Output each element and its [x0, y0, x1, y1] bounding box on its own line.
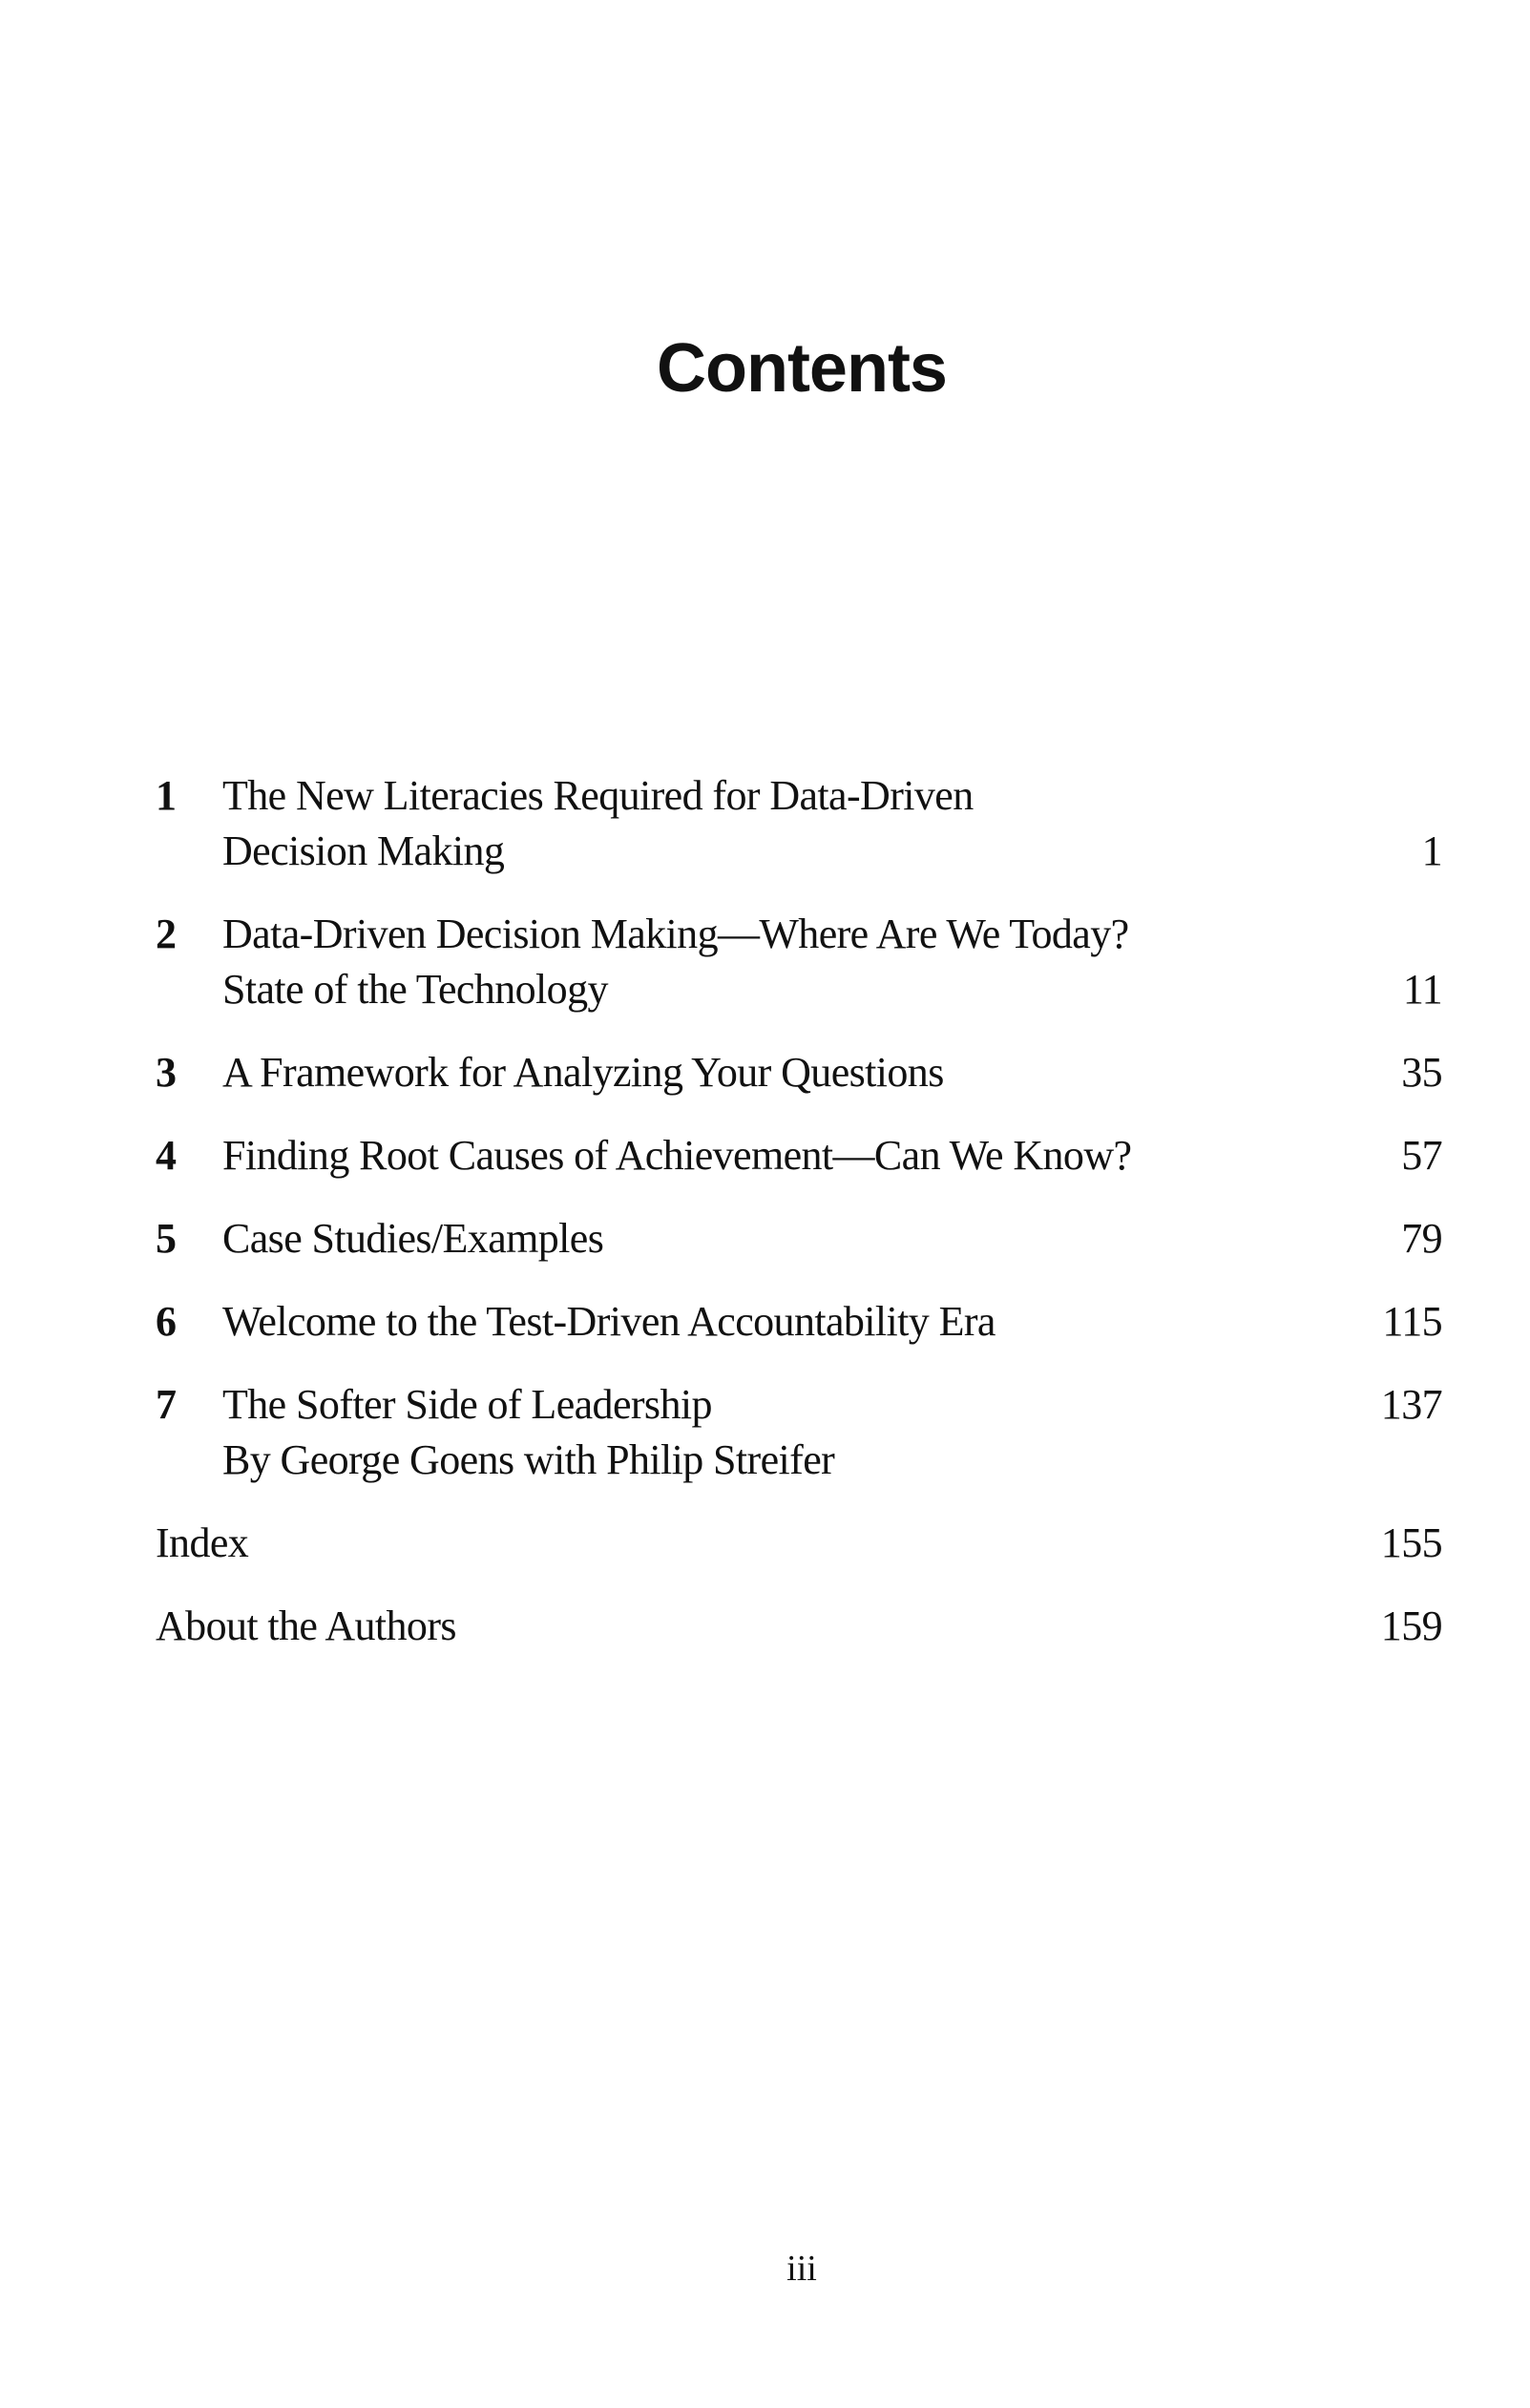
toc-entry-chapter-5[interactable]	[156, 1211, 1442, 1267]
page-title: Contents	[657, 330, 947, 407]
chapter-title	[222, 1294, 1309, 1350]
chapter-subtitle-line: State of the Technology	[222, 966, 608, 1013]
page-number: 115	[1382, 1298, 1442, 1345]
chapter-title	[222, 768, 1309, 879]
chapter-title	[222, 1128, 1309, 1183]
chapter-title-line: Data-Driven Decision Making—Where Are We Today?	[222, 911, 1129, 957]
chapter-number: 4	[156, 1132, 177, 1179]
page-number: 35	[1401, 1049, 1442, 1096]
toc-entry-chapter-7[interactable]	[156, 1377, 1442, 1488]
table-of-contents	[156, 768, 1442, 1682]
page-number: 11	[1402, 966, 1442, 1013]
toc-entry-chapter-4[interactable]	[156, 1128, 1442, 1183]
page-number: 155	[1380, 1519, 1442, 1566]
toc-entry-about-the-authors[interactable]	[156, 1599, 1442, 1654]
toc-entry-chapter-2[interactable]	[156, 907, 1442, 1017]
toc-entry-chapter-3[interactable]	[156, 1045, 1442, 1100]
back-matter-title: Index	[156, 1519, 249, 1566]
toc-entry-chapter-6[interactable]	[156, 1294, 1442, 1350]
chapter-author-line: By George Goens with Philip Streifer	[222, 1436, 835, 1483]
back-matter-title: About the Authors	[156, 1602, 456, 1649]
chapter-title-line: The Softer Side of Leadership	[222, 1381, 712, 1428]
chapter-number: 2	[156, 911, 177, 957]
chapter-title	[222, 1045, 1309, 1100]
chapter-number: 1	[156, 772, 177, 819]
page-folio: iii	[786, 2249, 817, 2289]
page-number: 159	[1380, 1602, 1442, 1649]
chapter-title-line: Finding Root Causes of Achievement—Can We Know?	[222, 1132, 1132, 1179]
chapter-title-line: Decision Making	[222, 827, 505, 874]
chapter-number: 7	[156, 1381, 177, 1428]
chapter-title-line: A Framework for Analyzing Your Questions	[222, 1049, 944, 1096]
chapter-title-line: Case Studies/Examples	[222, 1215, 604, 1262]
chapter-title	[222, 907, 1309, 1017]
chapter-title	[222, 1377, 1309, 1488]
chapter-title-line: Welcome to the Test-Driven Accountability Era	[222, 1298, 996, 1345]
chapter-number: 6	[156, 1298, 177, 1345]
chapter-number: 5	[156, 1215, 177, 1262]
chapter-title-line: The New Literacies Required for Data-Driven	[222, 772, 974, 819]
page-number: 1	[1421, 827, 1442, 874]
toc-entry-index[interactable]	[156, 1516, 1442, 1571]
chapter-number: 3	[156, 1049, 177, 1096]
page-number: 79	[1401, 1215, 1442, 1262]
toc-entry-chapter-1[interactable]	[156, 768, 1442, 879]
page-number: 57	[1401, 1132, 1442, 1179]
page-number: 137	[1380, 1381, 1442, 1428]
chapter-title	[222, 1211, 1309, 1267]
